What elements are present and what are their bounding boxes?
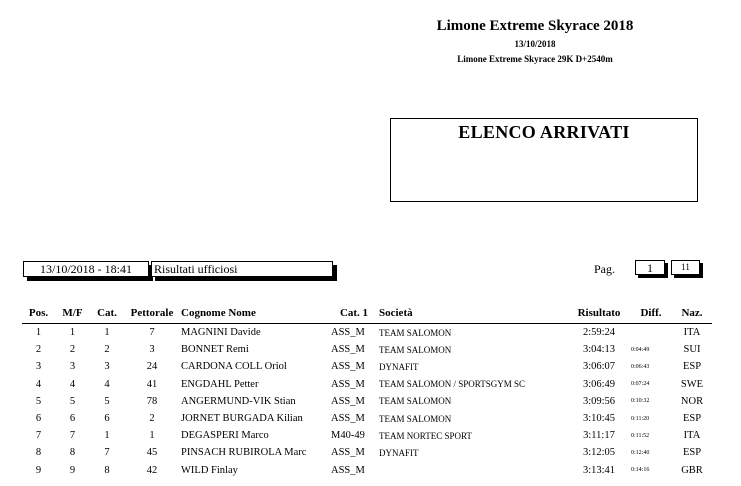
- col-header-cat: Cat.: [90, 303, 124, 324]
- cell-societa: TEAM SALOMON: [379, 344, 452, 355]
- cell-cat1: ASS_M: [331, 378, 365, 390]
- cell-societa: TEAM SALOMON / SPORTSGYM SC: [379, 379, 525, 390]
- cell-naz: ESP: [682, 447, 702, 459]
- event-date: 13/10/2018: [514, 39, 556, 49]
- cell-mf: 4: [69, 378, 76, 390]
- col-header-societa: Società: [378, 303, 568, 324]
- cell-risultato: 3:12:05: [582, 447, 616, 459]
- cell-pettorale: 45: [146, 447, 158, 459]
- cell-cat: 5: [104, 395, 110, 407]
- cell-pos: 5: [35, 395, 42, 407]
- table-header-row: [22, 303, 712, 324]
- cell-cognome-nome: DEGASPERI Marco: [181, 430, 269, 442]
- table-row: [22, 427, 712, 444]
- cell-cat1: M40-49: [331, 430, 365, 442]
- cell-naz: ESP: [682, 361, 702, 373]
- cell-pos: 8: [35, 447, 42, 459]
- cell-pos: 6: [35, 413, 42, 425]
- cell-pettorale: 2: [149, 413, 155, 425]
- cell-pettorale: 42: [146, 464, 158, 476]
- cell-societa: [378, 462, 568, 479]
- cell-cat: 4: [104, 378, 110, 390]
- cell-risultato: 3:11:17: [583, 430, 615, 442]
- cell-cognome-nome: CARDONA COLL Oriol: [181, 361, 287, 373]
- cell-pos: 4: [35, 378, 42, 390]
- cell-mf: 1: [69, 327, 76, 339]
- cell-risultato: 3:06:07: [582, 361, 616, 373]
- col-header-pettorale: Pettorale: [124, 303, 180, 324]
- cell-societa: DYNAFIT: [379, 361, 419, 372]
- cell-mf: 7: [69, 430, 76, 442]
- table-row: [22, 341, 712, 358]
- cell-pos: 9: [35, 464, 42, 476]
- cell-naz: ITA: [683, 327, 701, 339]
- col-header-cat1: Cat. 1: [330, 303, 378, 324]
- cell-cognome-nome: MAGNINI Davide: [181, 327, 261, 339]
- table-row: [22, 444, 712, 461]
- results-table: [22, 303, 712, 479]
- cell-pettorale: 41: [146, 378, 158, 390]
- cell-pettorale: 3: [149, 344, 155, 356]
- total-pages: 11: [671, 260, 700, 275]
- cell-pettorale: 78: [146, 395, 158, 407]
- cell-pos: 2: [35, 344, 42, 356]
- cell-risultato: 3:10:45: [582, 413, 616, 425]
- cell-diff: 0:11:20: [631, 415, 650, 422]
- cell-cognome-nome: WILD Finlay: [181, 464, 238, 476]
- cell-cognome-nome: ANGERMUND-VIK Stian: [181, 395, 296, 407]
- cell-cat1: ASS_M: [331, 464, 365, 476]
- cell-cognome-nome: ENGDAHL Petter: [181, 378, 259, 390]
- cell-diff: 0:12:40: [631, 449, 650, 456]
- cell-cognome-nome: BONNET Remi: [181, 344, 249, 356]
- cell-risultato: 3:13:41: [582, 464, 616, 476]
- col-header-naz: Naz.: [672, 303, 712, 324]
- cell-pettorale: 24: [146, 361, 158, 373]
- cell-diff: 0:07:24: [631, 381, 650, 388]
- col-header-mf: M/F: [55, 303, 90, 324]
- cell-mf: 2: [69, 344, 76, 356]
- cell-mf: 8: [69, 447, 76, 459]
- cell-pos: 3: [35, 361, 42, 373]
- cell-diff: 0:14:16: [631, 467, 650, 474]
- cell-risultato: 3:09:56: [582, 395, 616, 407]
- cell-naz: SUI: [683, 344, 701, 356]
- cell-cat: 1: [104, 430, 110, 442]
- cell-societa: TEAM SALOMON: [379, 413, 452, 424]
- cell-societa: TEAM SALOMON: [379, 327, 452, 338]
- cell-cat: 3: [104, 361, 110, 373]
- cell-naz: GBR: [681, 464, 703, 476]
- cell-mf: 5: [69, 395, 76, 407]
- cell-naz: ITA: [683, 430, 701, 442]
- cell-diff: 0:06:43: [631, 363, 650, 370]
- cell-societa: TEAM NORTEC SPORT: [379, 430, 472, 441]
- cell-diff: [630, 324, 672, 342]
- table-row: [22, 410, 712, 427]
- cell-cat1: ASS_M: [331, 395, 365, 407]
- cell-mf: 6: [69, 413, 76, 425]
- cell-cognome-nome: PINSACH RUBIROLA Marc: [181, 447, 307, 459]
- table-row: [22, 376, 712, 393]
- cell-naz: NOR: [680, 395, 704, 407]
- cell-cat1: ASS_M: [331, 447, 365, 459]
- cell-risultato: 2:59:24: [582, 327, 616, 339]
- page-number: 1: [635, 260, 665, 275]
- table-row: [22, 462, 712, 479]
- cell-pos: 7: [35, 430, 42, 442]
- cell-diff: 0:10:32: [631, 398, 650, 405]
- results-status: Risultati ufficiosi: [151, 261, 333, 277]
- cell-pettorale: 1: [149, 430, 155, 442]
- event-title: Limone Extreme Skyrace 2018: [436, 18, 634, 34]
- col-header-diff: Diff.: [630, 303, 672, 324]
- table-row: [22, 324, 712, 342]
- cell-cat: 1: [104, 327, 110, 339]
- cell-pos: 1: [35, 327, 42, 339]
- cell-pettorale: 7: [149, 327, 155, 339]
- cell-diff: 0:04:49: [631, 346, 650, 353]
- cell-cat: 6: [104, 413, 110, 425]
- cell-cat: 2: [104, 344, 110, 356]
- event-subtitle: Limone Extreme Skyrace 29K D+2540m: [457, 54, 613, 64]
- col-header-risultato: Risultato: [568, 303, 630, 324]
- cell-diff: 0:11:52: [631, 432, 650, 439]
- print-datetime: 13/10/2018 - 18:41: [23, 261, 149, 277]
- cell-cat: 7: [104, 447, 110, 459]
- cell-mf: 3: [69, 361, 76, 373]
- cell-cat1: ASS_M: [331, 344, 365, 356]
- cell-risultato: 3:04:13: [582, 344, 616, 356]
- cell-risultato: 3:06:49: [582, 378, 616, 390]
- cell-cat1: ASS_M: [331, 327, 365, 339]
- cell-cat: 8: [104, 464, 110, 476]
- table-row: [22, 393, 712, 410]
- cell-cat1: ASS_M: [331, 361, 365, 373]
- cell-naz: SWE: [680, 378, 704, 390]
- elenco-title-box: [390, 118, 698, 202]
- col-header-pos: Pos.: [22, 303, 55, 324]
- elenco-title: ELENCO ARRIVATI: [458, 122, 630, 142]
- cell-cognome-nome: JORNET BURGADA Kilian: [181, 413, 303, 425]
- table-row: [22, 358, 712, 375]
- page-label: Pag.: [594, 262, 615, 276]
- cell-societa: TEAM SALOMON: [379, 396, 452, 407]
- cell-societa: DYNAFIT: [379, 447, 419, 458]
- cell-cat1: ASS_M: [331, 413, 365, 425]
- cell-naz: ESP: [682, 413, 702, 425]
- cell-mf: 9: [69, 464, 76, 476]
- col-header-cognome-nome: Cognome Nome: [180, 303, 330, 324]
